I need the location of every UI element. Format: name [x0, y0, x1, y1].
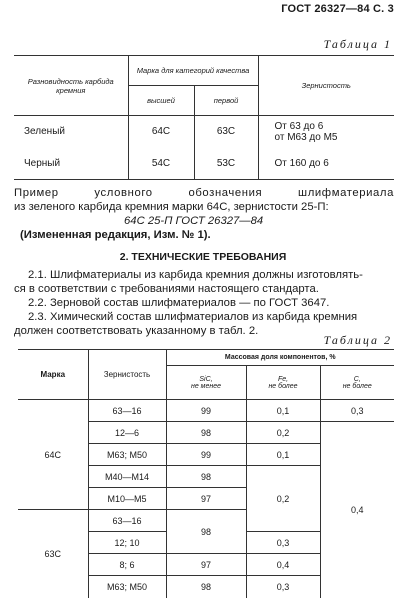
t2-header-grit: Зернистость: [88, 350, 166, 400]
t2-row-sic: 97: [166, 488, 246, 510]
t1-row-grade: Зеленый: [14, 116, 128, 148]
t2-row-sic: 98: [166, 576, 246, 598]
t2-row-fe: 0,3: [246, 576, 320, 598]
t1-row-grit-line1: От 63 до 6: [274, 120, 324, 132]
t2-row-sic: 98: [166, 422, 246, 444]
t1-header-first: первой: [194, 86, 258, 116]
t2-header-sic-sub: не менее: [190, 382, 222, 390]
amendment-note: (Измененная редакция, Изм. № 1).: [20, 229, 211, 241]
t2-header-sic: [166, 366, 246, 400]
t2-row-grit: 12; 10: [88, 532, 166, 554]
table1-label: Таблица 1: [323, 37, 392, 51]
example-line-1: Пример условного обозначения шлифматериала: [14, 187, 394, 199]
para-2-3-line1: 2.3. Химический состав шлифматериалов из карбида кремния: [28, 311, 358, 323]
t2-header-group: Массовая доля компонентов, %: [166, 350, 394, 366]
t2-row-fe: 0,2: [246, 466, 320, 532]
t2-row-fe: 0,2: [246, 422, 320, 444]
t2-header-fe-label: Fe,: [277, 375, 289, 383]
page-header-code: ГОСТ 26327—84 С. 3: [281, 3, 394, 15]
t1-row-grit-line2: от М63 до М5: [274, 131, 338, 143]
t2-row-grit: М10—М5: [88, 488, 166, 510]
example-formula: 64С 25-П ГОСТ 26327—84: [124, 215, 264, 227]
t2-header-c-sub: не более: [342, 382, 372, 390]
t2-header-c: [320, 366, 394, 400]
t1-row-grit: [258, 116, 394, 148]
t2-header-c-label: С,: [353, 375, 361, 383]
t1-row-first: 63С: [194, 116, 258, 148]
section-title: 2. ТЕХНИЧЕСКИЕ ТРЕБОВАНИЯ: [119, 251, 287, 263]
t1-row-highest: 54С: [128, 148, 194, 180]
t1-row-highest: 64С: [128, 116, 194, 148]
t1-header-mark-group: Марка для категорий качества: [128, 56, 258, 86]
para-2-1-line2: ся в соответствии с требованиями настоящего стандарта.: [14, 283, 319, 295]
t1-row-first: 53С: [194, 148, 258, 180]
t2-mark-63c: 63С: [18, 510, 88, 598]
t1-row-grit: От 160 до 6: [258, 148, 394, 180]
t2-row-fe: 0,3: [246, 532, 320, 554]
t2-c-value: 0,4: [350, 504, 364, 515]
t2-row-grit: М63; М50: [88, 444, 166, 466]
t2-header-sic-label: SiC,: [199, 375, 213, 383]
t2-row-sic: 98: [166, 510, 246, 554]
t1-header-grit: Зернистость: [258, 56, 394, 116]
t2-header-fe-sub: не более: [268, 382, 298, 390]
para-2-1-line1: 2.1. Шлифматериалы из карбида кремния должны изготовлять-: [28, 269, 363, 281]
t2-row-sic: 99: [166, 400, 246, 422]
t1-row-grade: Черный: [14, 148, 128, 180]
para-2-3-line2: должен соответствовать указанному в табл. 2.: [14, 325, 259, 337]
t2-row-fe: 0,4: [246, 554, 320, 576]
table1: [14, 55, 394, 180]
t2-row-grit: М40—М14: [88, 466, 166, 488]
t1-header-grade: Разновидность карбида кремния: [14, 56, 128, 116]
t2-row-fe: 0,1: [246, 400, 320, 422]
t2-header-mark: Марка: [18, 350, 88, 400]
t2-header-fe: [246, 366, 320, 400]
t2-row-grit: 63—16: [88, 510, 166, 532]
table2: [18, 349, 394, 598]
t2-row-grit: М63; М50: [88, 576, 166, 598]
t2-row-fe: 0,1: [246, 444, 320, 466]
t2-row-grit: 63—16: [88, 400, 166, 422]
t2-row-sic: 97: [166, 554, 246, 576]
example-line-2: из зеленого карбида кремния марки 64С, зернистости 25-П:: [14, 201, 329, 213]
t2-c-value: 0,3: [320, 400, 394, 422]
t2-mark-64c: 64С: [18, 400, 88, 510]
t1-header-highest: высшей: [128, 86, 194, 116]
para-2-2: 2.2. Зерновой состав шлифматериалов — по ГОСТ 3647.: [28, 297, 330, 309]
t2-row-sic: 99: [166, 444, 246, 466]
t2-row-grit: 8; 6: [88, 554, 166, 576]
t2-row-sic: 98: [166, 466, 246, 488]
table2-label: Таблица 2: [323, 333, 392, 347]
t2-row-grit: 12—6: [88, 422, 166, 444]
